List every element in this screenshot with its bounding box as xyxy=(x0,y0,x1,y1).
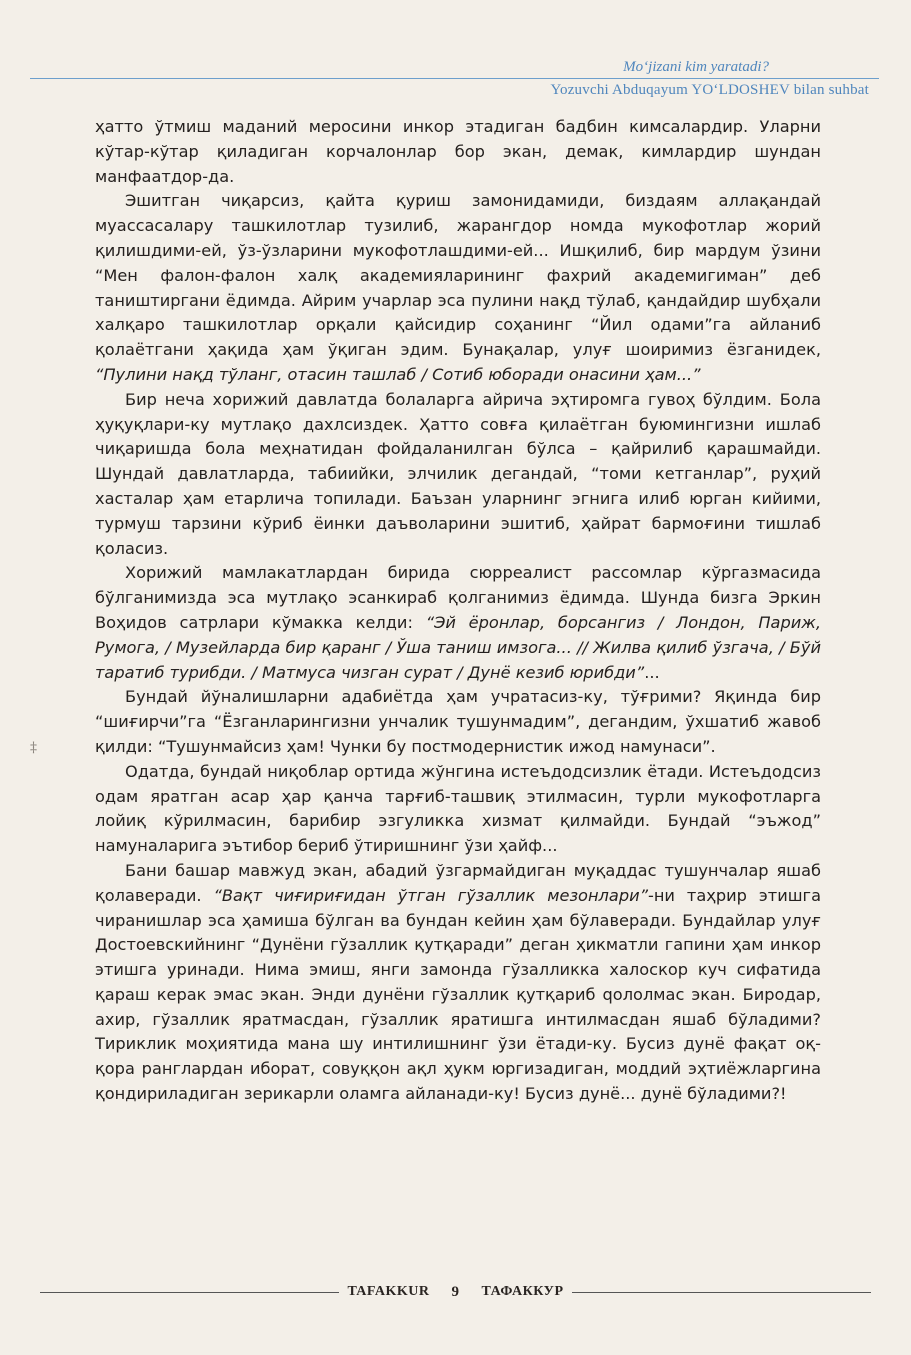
paragraph-7-quote: “Вақт чиғириғидан ўтган гўзаллик мезонлари” xyxy=(213,885,648,905)
paragraph-5: Бундай йўналишларни адабиётда ҳам учратасиз-ку, тўғрими? Яқинда бир “шиғирчи”га “Ёзганларингизни унчалик тушунмадим”, дегандим, ўхшатиб жавоб қилди: “Тушунмайсиз ҳам! Чунки бу постмодернистик ижод намунаси”. xyxy=(95,687,821,756)
footer-label-cyrillic: ТАФАККУР xyxy=(481,1284,564,1299)
paragraph-7-text-a: Бани башар мавжуд экан, абадий ўзгармайдиган муқаддас тушунчалар яшаб қолаверади. xyxy=(95,860,821,905)
header-title: Mo‘jizani kim yaratadi? xyxy=(623,59,769,75)
footer-label-latin: TAFAKKUR xyxy=(347,1284,430,1299)
paragraph-1: ҳатто ўтмиш маданий меросини инкор этадиган бадбин кимсалардир. Уларни кўтар-кўтар қиладиган корчалонлар бор экан, демак, кимлардир шундан манфаатдор-да. xyxy=(95,117,821,186)
footer-rule-left xyxy=(40,1292,339,1293)
header-rule xyxy=(30,78,879,79)
margin-mark: ‡ xyxy=(30,740,37,756)
header-subtitle: Yozuvchi Abduqayum YO‘LDOSHEV bilan suhbat xyxy=(550,82,869,98)
paragraph-3: Бир неча хорижий давлатда болаларга айрича эҳтиромга гувоҳ бўлдим. Бола ҳуқуқлари-ку мутлақо дахлсиздек. Ҳатто совға қилаётган буюмингизни ишлаб чиқаришда бола меҳнатидан фойдаланилган бўлса – қайрилиб қарашмайди. Шундай давлатларда, табиийки, элчилик дегандай, “томи кетганлар”, руҳий хасталар ҳам етарлича топилади. Баъзан уларнинг эгнига илиб юрган кийими, турмуш тарзини кўриб ёинки даъволарини эшитиб, ҳайрат бармоғини тишлаб қоласиз. xyxy=(95,389,821,558)
paragraph-2-text: Эшитган чиқарсиз, қайта қуриш замонидамиди, биздаям аллақандай муассасалару ташкилотлар тузилиб, жарангдор номда мукофотлар жорий қилишдими-ей, ўз-ўзларини мукофотлашдими-ей... Ишқилиб, бир мардум ўзини “Мен фалон-фалон халқ академияларининг фахрий академигиман” деб таништиргани ёдимда. Айрим учарлар эса пулини нақд тўлаб, қандайдир шубҳали халқаро ташкилотлар орқали қайсидир соҳанинг “Йил одами”га айланиб қолаётгани ҳақида ҳам ўқиган эдим. Бунақалар, улуғ шоиримиз ёзганидек, xyxy=(95,191,821,360)
article-body xyxy=(95,115,821,1107)
running-header xyxy=(30,58,879,99)
paragraph-7 xyxy=(95,859,821,1107)
paragraph-7-text-b: -ни таҳрир этишга чиранишлар эса ҳамиша бўлган ва бундан кейин ҳам бўлаверади. Бундайлар улуғ Достоевскийнинг “Дунёни гўзаллик қутқаради” деган ҳикматли гапини ҳам инкор этишга уринади. Нима эмиш, янги замонда гўзалликка халоскор куч сифатида қараш керак эмас экан. Энди дунёни гўзаллик қутқариб qололмас экан. Биродар, ахир, гўзаллик яратмасдан, гўзаллик яратишга интилмасдан яшаб бўладими? Тириклик моҳиятида мана шу интилишнинг ўзи ётади-ку. Бусиз дунё фақат оқ-қора ранглардан иборат, совуққон ақл ҳукм юргизадиган, моддий эҳтиёжларгина қондириладиган зерикарли оламга айланади-ку! Бусиз дунё... дунё бўладими?! xyxy=(95,885,821,1104)
paragraph-2 xyxy=(95,189,821,387)
paragraph-4-text: Хорижий мамлакатлардан бирида сюрреалист рассомлар кўргазмасида бўлганимизда эса мутлақо эсанкираб қолганимиз ёдимда. Шунда бизга Эркин Воҳидов сатрлари кўмакка келди: xyxy=(95,563,821,632)
footer-rule-right xyxy=(572,1292,871,1293)
page-number: 9 xyxy=(451,1283,460,1300)
paragraph-4-quote: “Эй ёронлар, борсангиз / Лондон, Париж, Румога, / Музейларда бир қаранг / Ўша таниш имзога... // Жилва қилиб ўзгача, / Бўй таратиб турибди. / Матмуса чизган сурат / Дунё кезиб юрибди” xyxy=(95,612,821,682)
paragraph-2-quote: “Пулини нақд тўланг, отасин ташлаб / Сотиб юборади онасини ҳам...” xyxy=(95,364,701,384)
paragraph-6: Одатда, бундай ниқоблар ортида жўнгина истеъдодсизлик ётади. Истеъдодсиз одам яратган асар ҳар қанча тарғиб-ташвиқ этилмасин, турли мукофотларга лойиқ кўрилмасин, барибир эзгуликка хизмат қилмайди. Бундай “эъжод” намуналарига эътибор бериб ўтиришнинг ўзи ҳайф... xyxy=(95,761,821,856)
paragraph-4-tail: ... xyxy=(644,662,660,682)
paragraph-4 xyxy=(95,561,821,685)
page-footer xyxy=(40,1282,871,1302)
